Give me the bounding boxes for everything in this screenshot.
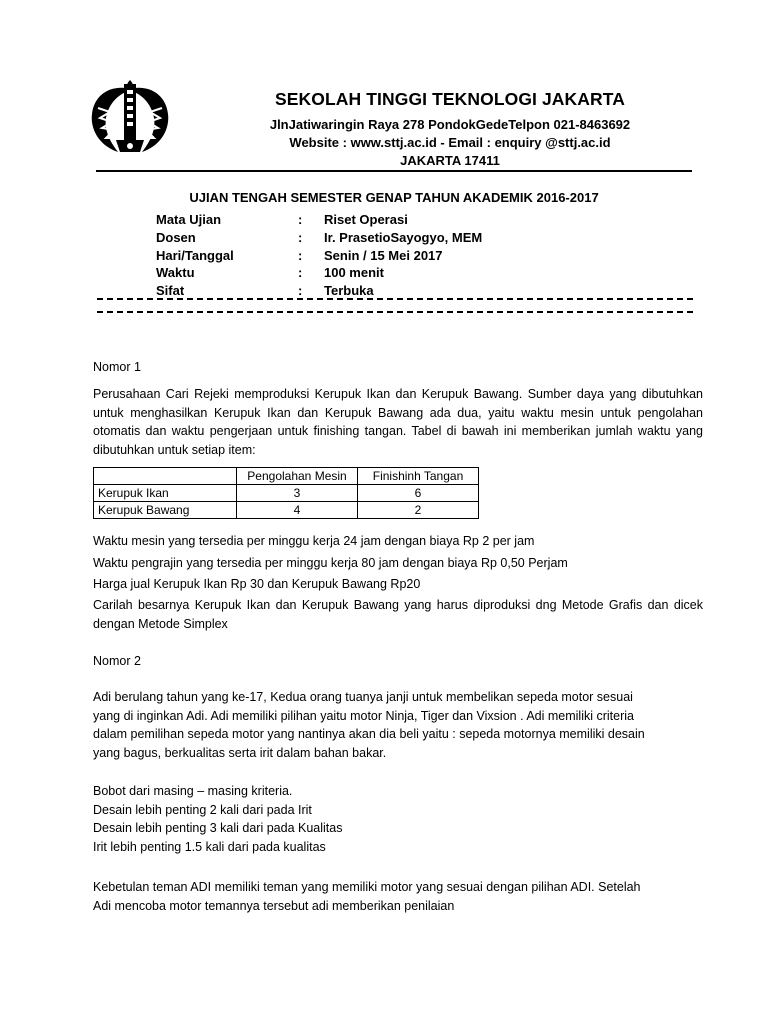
meta-separator: : <box>298 265 303 281</box>
table-header-cell: Finishinh Tangan <box>358 468 479 485</box>
table-row <box>94 485 479 502</box>
exam-title: UJIAN TENGAH SEMESTER GENAP TAHUN AKADEMIK 2016-2017 <box>189 190 599 205</box>
meta-separator: : <box>298 212 303 227</box>
weight-line: Desain lebih penting 3 kali dari pada Kualitas <box>93 821 343 835</box>
institution-contact: Website : www.sttj.ac.id - Email : enquiry @sttj.ac.id <box>289 135 611 150</box>
meta-key: Sifat <box>156 283 185 299</box>
weight-line: Bobot dari masing – masing kriteria. <box>93 784 293 798</box>
question-1-task: Carilah besarnya Kerupuk Ikan dan Kerupuk Bawang yang harus diproduksi dng Metode Grafis dan dicek dengan Metode Simplex <box>93 598 703 631</box>
meta-row <box>156 211 482 229</box>
question-2-heading: Nomor 2 <box>93 654 141 668</box>
table-row <box>94 502 479 519</box>
paragraph-line: yang bagus, berkualitas serta irit dalam bahan bakar. <box>93 745 387 760</box>
question-2-weights <box>93 782 703 856</box>
meta-separator: : <box>298 283 303 299</box>
weight-line: Desain lebih penting 2 kali dari pada Irit <box>93 802 312 817</box>
question-2-intro <box>93 688 703 762</box>
table-cell: Kerupuk Bawang <box>94 502 237 519</box>
question-1-resources <box>93 531 703 596</box>
paragraph-line: Adi mencoba motor temannya tersebut adi memberikan penilaian <box>93 898 455 913</box>
table-header-cell: Pengolahan Mesin <box>237 468 358 485</box>
institution-address: JlnJatiwaringin Raya 278 PondokGedeTelpon 021-8463692 <box>269 117 631 132</box>
table-header-row <box>94 468 479 485</box>
question-1-heading: Nomor 1 <box>93 360 141 374</box>
meta-value: Senin / 15 Mei 2017 <box>324 247 443 263</box>
resource-line: Waktu mesin yang tersedia per minggu kerja 24 jam dengan biaya Rp 2 per jam <box>93 534 535 548</box>
table-cell: Kerupuk Ikan <box>94 485 237 502</box>
meta-key: Dosen <box>156 229 196 245</box>
paragraph-line: Kebetulan teman ADI memiliki teman yang memiliki motor yang sesuai dengan pilihan ADI. Setelah <box>93 880 641 894</box>
paragraph-line: Adi berulang tahun yang ke-17, Kedua orang tuanya janji untuk membelikan sepeda motor sesuai <box>93 690 633 704</box>
table-header-cell <box>94 468 237 485</box>
meta-value: Terbuka <box>324 283 374 299</box>
resource-line: Harga jual Kerupuk Ikan Rp 30 dan Kerupuk Bawang Rp20 <box>93 577 421 591</box>
meta-row <box>156 229 482 247</box>
institution-city: JAKARTA 17411 <box>400 153 500 168</box>
meta-key: Hari/Tanggal <box>156 247 234 263</box>
table-cell: 4 <box>237 502 358 519</box>
institution-name: SEKOLAH TINGGI TEKNOLOGI JAKARTA <box>275 89 625 109</box>
meta-row <box>156 247 482 265</box>
paragraph-line: yang di inginkan Adi. Adi memiliki pilihan yaitu motor Ninja, Tiger dan Vixsion . Adi memiliki criteria <box>93 708 634 723</box>
table-cell: 6 <box>358 485 479 502</box>
meta-value: Riset Operasi <box>324 212 408 227</box>
meta-row <box>156 264 482 282</box>
meta-separator: : <box>298 229 303 245</box>
letterhead <box>200 88 700 170</box>
question-1-intro: Perusahaan Cari Rejeki memproduksi Kerupuk Ikan dan Kerupuk Bawang. Sumber daya yang dibutuhkan untuk menghasilkan Kerupuk Ikan dan Kerupuk Bawang ada dua, yaitu waktu mesin untuk pengolahan otomatis dan waktu pengerjaan untuk finishing tangan. Tabel di bawah ini memberikan jumlah waktu yang dibutuhkan untuk setiap item: <box>93 387 703 457</box>
table-cell: 2 <box>358 502 479 519</box>
dashed-separator <box>97 311 693 313</box>
meta-value: 100 menit <box>324 265 384 281</box>
paragraph-line: dalam pemilihan sepeda motor yang nantinya akan dia beli yaitu : sepeda motornya memiliki desain <box>93 727 645 741</box>
time-requirement-table <box>93 467 479 519</box>
exam-meta <box>156 211 482 300</box>
institution-logo <box>88 80 172 158</box>
meta-separator: : <box>298 247 303 263</box>
meta-key: Waktu <box>156 265 195 281</box>
header-rule <box>96 170 692 172</box>
table-cell: 3 <box>237 485 358 502</box>
question-2-closing <box>93 878 703 915</box>
weight-line: Irit lebih penting 1.5 kali dari pada kualitas <box>93 839 326 854</box>
resource-line: Waktu pengrajin yang tersedia per minggu kerja 80 jam dengan biaya Rp 0,50 Perjam <box>93 555 568 570</box>
meta-value: Ir. PrasetioSayogyo, MEM <box>324 229 483 245</box>
dashed-separator <box>97 298 693 300</box>
meta-key: Mata Ujian <box>156 212 222 227</box>
